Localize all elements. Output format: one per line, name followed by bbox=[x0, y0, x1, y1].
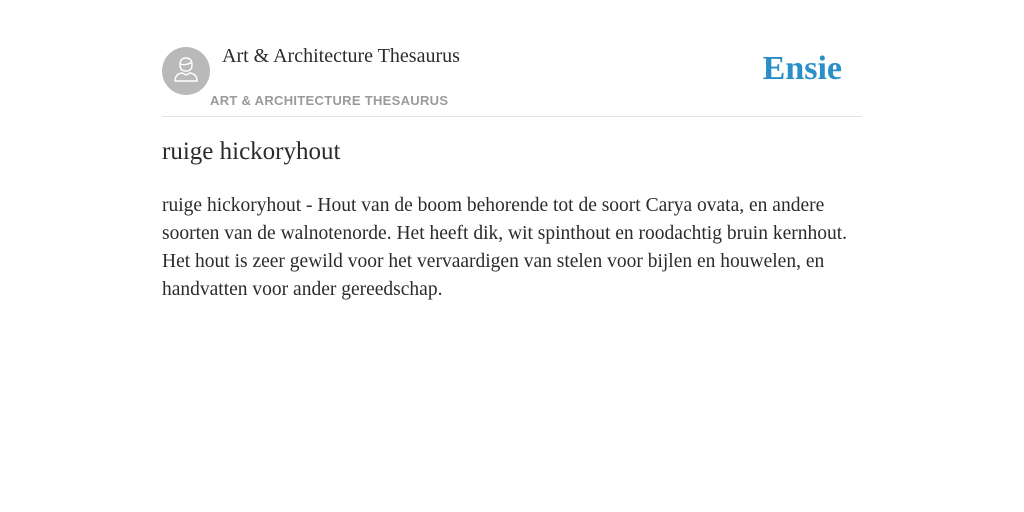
entry-header bbox=[162, 0, 862, 117]
author-subtitle[interactable]: ART & ARCHITECTURE THESAURUS bbox=[210, 93, 449, 108]
ensie-logo[interactable]: Ensie bbox=[762, 50, 842, 87]
entry-title: ruige hickoryhout bbox=[162, 138, 341, 165]
page bbox=[162, 0, 862, 300]
author-name[interactable]: Art & Architecture Thesaurus bbox=[222, 45, 460, 67]
entry-definition: ruige hickoryhout - Hout van de boom behorende tot de soort Carya ovata, en andere soorten van de walnotenorde. Het heeft dik, wit spinthout en roodachtig bruin kernhout. Het hout is zeer gewild voor het vervaardigen van stelen voor bijlen en houwelen, en handvatten voor ander gereedschap. bbox=[162, 195, 848, 300]
avatar[interactable] bbox=[162, 47, 210, 95]
user-icon bbox=[171, 54, 201, 88]
